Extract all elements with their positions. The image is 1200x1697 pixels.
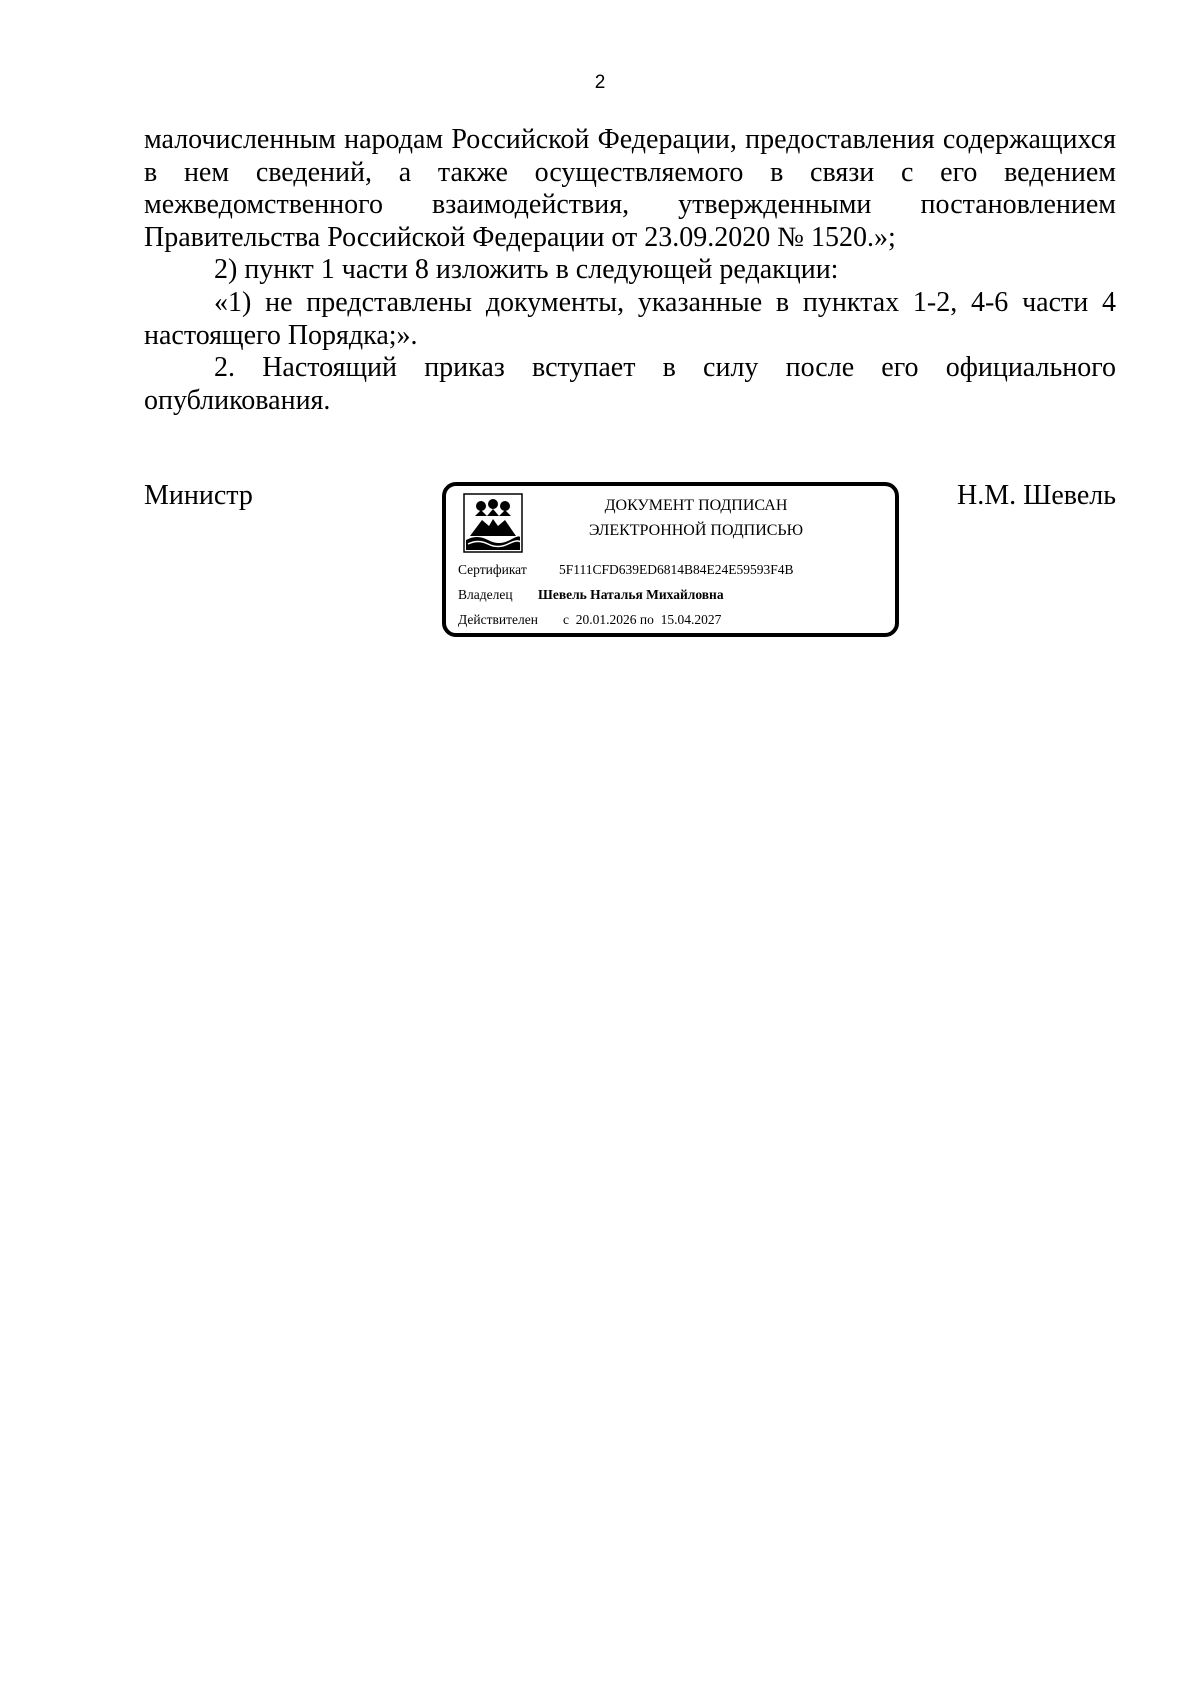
certificate-label: Сертификат: [458, 562, 527, 577]
owner-value: Шевель Наталья Михайловна: [538, 587, 724, 602]
page-number: 2: [594, 72, 606, 93]
stamp-owner-row: [458, 586, 724, 604]
valid-value: с 20.01.2026 по 15.04.2027: [563, 612, 722, 627]
document-body: [144, 124, 1116, 417]
kamchatka-coat-of-arms-icon: [462, 492, 524, 554]
paragraph-quoted-item: «1) не представлены документы, указанные в пунктах 1-2, 4-6 части 4 настоящего Порядка;».: [144, 286, 1116, 351]
certificate-value: 5F111CFD639ED6814B84E24E59593F4B: [559, 562, 794, 577]
stamp-title-line-1: ДОКУМЕНТ ПОДПИСАН: [604, 497, 788, 514]
signatory-name: Н.М. Шевель: [956, 480, 1116, 511]
owner-label: Владелец: [458, 587, 513, 602]
paragraph-item-2: 2) пункт 1 части 8 изложить в следующей редакции:: [214, 254, 839, 286]
stamp-title-line-2: ЭЛЕКТРОННОЙ ПОДПИСЬЮ: [588, 522, 804, 539]
stamp-certificate-row: [458, 561, 794, 579]
signatory-title: Министр: [144, 480, 253, 511]
paragraph-effective-date: 2. Настоящий приказ вступает в силу после его официального опубликования.: [144, 352, 1116, 416]
paragraph-continuation: малочисленным народам Российской Федерации, предоставления содержащихся в нем сведений, а также осуществляемого в связи с его ведением межведомственного взаимодействия, утвержденными постановлением Правительства Российской Федерации от 23.09.2020 № 1520.»;: [144, 124, 1116, 253]
electronic-signature-stamp: [442, 482, 899, 637]
stamp-validity-row: [458, 611, 721, 629]
valid-label: Действителен: [458, 612, 538, 627]
